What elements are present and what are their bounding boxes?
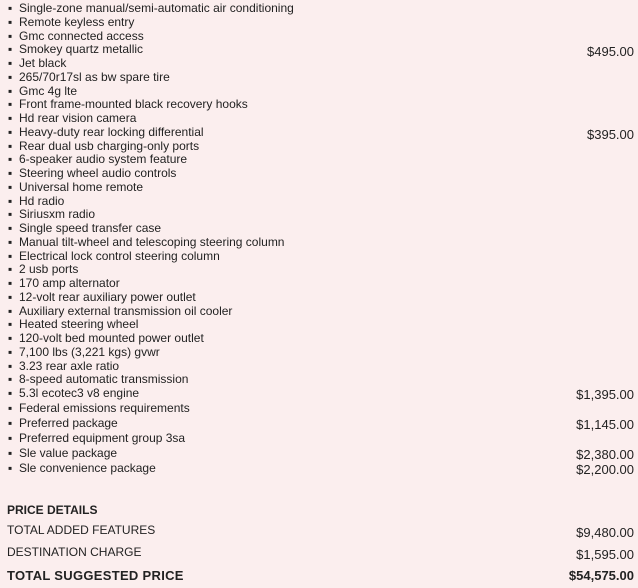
feature-label: Single speed transfer case xyxy=(19,221,162,235)
price-detail-label: TOTAL ADDED FEATURES xyxy=(7,523,156,537)
feature-label: Manual tilt-wheel and telescoping steering column xyxy=(19,235,285,249)
feature-item xyxy=(0,401,638,415)
bullet-icon: ▪ xyxy=(8,331,13,345)
bullet-icon: ▪ xyxy=(8,235,13,249)
feature-label: 8-speed automatic transmission xyxy=(19,372,189,386)
bullet-icon: ▪ xyxy=(8,461,13,475)
feature-label: Remote keyless entry xyxy=(19,15,135,29)
feature-label: 12-volt rear auxiliary power outlet xyxy=(19,290,196,304)
bullet-icon: ▪ xyxy=(8,97,13,111)
feature-label: 5.3l ecotec3 v8 engine xyxy=(19,386,140,400)
feature-price: $1,145.00 xyxy=(576,417,634,432)
feature-price: $2,200.00 xyxy=(576,462,634,477)
bullet-icon: ▪ xyxy=(8,446,13,460)
feature-label: Smokey quartz metallic xyxy=(19,42,144,56)
bullet-icon: ▪ xyxy=(8,166,13,180)
feature-item xyxy=(0,317,638,331)
feature-item xyxy=(0,97,638,111)
feature-label: Gmc connected access xyxy=(19,29,144,43)
bullet-icon: ▪ xyxy=(8,416,13,430)
bullet-icon: ▪ xyxy=(8,1,13,15)
feature-label: 265/70r17sl as bw spare tire xyxy=(19,70,170,84)
feature-item xyxy=(0,29,638,43)
feature-label: Heated steering wheel xyxy=(19,317,139,331)
feature-label: Sle value package xyxy=(19,446,118,460)
feature-label: Front frame-mounted black recovery hooks xyxy=(19,97,248,111)
bullet-icon: ▪ xyxy=(8,125,13,139)
bullet-icon: ▪ xyxy=(8,152,13,166)
price-detail-row xyxy=(0,545,638,561)
feature-item xyxy=(0,386,638,400)
feature-label: Single-zone manual/semi-automatic air conditioning xyxy=(19,1,294,15)
bullet-icon: ▪ xyxy=(8,276,13,290)
feature-label: Steering wheel audio controls xyxy=(19,166,177,180)
bullet-icon: ▪ xyxy=(8,372,13,386)
feature-label: Heavy-duty rear locking differential xyxy=(19,125,204,139)
total-suggested-price-label: TOTAL SUGGESTED PRICE xyxy=(7,568,184,583)
bullet-icon: ▪ xyxy=(8,42,13,56)
bullet-icon: ▪ xyxy=(8,401,13,415)
feature-label: Rear dual usb charging-only ports xyxy=(19,139,200,153)
feature-label: Hd radio xyxy=(19,194,65,208)
feature-item xyxy=(0,235,638,249)
feature-price: $495.00 xyxy=(587,44,634,59)
total-suggested-price-value: $54,575.00 xyxy=(568,568,634,583)
bullet-icon: ▪ xyxy=(8,304,13,318)
bullet-icon: ▪ xyxy=(8,359,13,373)
feature-item xyxy=(0,359,638,373)
price-details-heading: PRICE DETAILS xyxy=(7,503,98,517)
feature-item xyxy=(0,431,638,445)
feature-label: 7,100 lbs (3,221 kgs) gvwr xyxy=(19,345,160,359)
feature-label: Electrical lock control steering column xyxy=(19,249,220,263)
bullet-icon: ▪ xyxy=(8,431,13,445)
feature-item xyxy=(0,461,638,475)
feature-item xyxy=(0,1,638,15)
feature-label: Gmc 4g lte xyxy=(19,84,78,98)
feature-item xyxy=(0,42,638,59)
bullet-icon: ▪ xyxy=(8,111,13,125)
feature-item xyxy=(0,15,638,29)
feature-item xyxy=(0,180,638,194)
feature-label: Auxiliary external transmission oil cooler xyxy=(19,304,233,318)
feature-item xyxy=(0,221,638,235)
feature-label: 120-volt bed mounted power outlet xyxy=(19,331,204,345)
feature-item xyxy=(0,152,638,166)
feature-label: Federal emissions requirements xyxy=(19,401,190,415)
feature-item xyxy=(0,166,638,180)
bullet-icon: ▪ xyxy=(8,317,13,331)
bullet-icon: ▪ xyxy=(8,70,13,84)
feature-item xyxy=(0,70,638,84)
feature-item xyxy=(0,56,638,70)
feature-label: Preferred package xyxy=(19,416,118,430)
bullet-icon: ▪ xyxy=(8,194,13,208)
feature-price: $395.00 xyxy=(587,127,634,142)
bullet-icon: ▪ xyxy=(8,207,13,221)
feature-item xyxy=(0,276,638,290)
feature-item xyxy=(0,194,638,208)
total-suggested-price-row xyxy=(0,568,638,584)
feature-label: 2 usb ports xyxy=(19,262,79,276)
feature-item xyxy=(0,262,638,276)
feature-price: $2,380.00 xyxy=(576,447,634,462)
feature-item xyxy=(0,331,638,345)
feature-item xyxy=(0,304,638,318)
bullet-icon: ▪ xyxy=(8,249,13,263)
bullet-icon: ▪ xyxy=(8,84,13,98)
feature-item xyxy=(0,84,638,98)
feature-label: 170 amp alternator xyxy=(19,276,120,290)
bullet-icon: ▪ xyxy=(8,180,13,194)
bullet-icon: ▪ xyxy=(8,15,13,29)
feature-label: Sle convenience package xyxy=(19,461,156,475)
feature-price: $1,395.00 xyxy=(576,387,634,402)
feature-item xyxy=(0,139,638,153)
feature-item xyxy=(0,249,638,263)
feature-item xyxy=(0,372,638,386)
price-detail-value: $1,595.00 xyxy=(576,547,634,562)
feature-label: 3.23 rear axle ratio xyxy=(19,359,120,373)
feature-item xyxy=(0,446,638,460)
feature-item xyxy=(0,416,638,430)
feature-label: Universal home remote xyxy=(19,180,144,194)
feature-label: Siriusxm radio xyxy=(19,207,96,221)
bullet-icon: ▪ xyxy=(8,345,13,359)
price-detail-label: DESTINATION CHARGE xyxy=(7,545,142,559)
price-detail-value: $9,480.00 xyxy=(576,525,634,540)
feature-label: Jet black xyxy=(19,56,67,70)
bullet-icon: ▪ xyxy=(8,386,13,400)
feature-item xyxy=(0,207,638,221)
feature-item xyxy=(0,345,638,359)
bullet-icon: ▪ xyxy=(8,262,13,276)
feature-label: 6-speaker audio system feature xyxy=(19,152,188,166)
bullet-icon: ▪ xyxy=(8,56,13,70)
feature-label: Hd rear vision camera xyxy=(19,111,137,125)
bullet-icon: ▪ xyxy=(8,29,13,43)
bullet-icon: ▪ xyxy=(8,221,13,235)
feature-item xyxy=(0,111,638,125)
bullet-icon: ▪ xyxy=(8,290,13,304)
feature-label: Preferred equipment group 3sa xyxy=(19,431,186,445)
price-detail-row xyxy=(0,523,638,539)
feature-item xyxy=(0,290,638,304)
feature-item xyxy=(0,125,638,142)
bullet-icon: ▪ xyxy=(8,139,13,153)
